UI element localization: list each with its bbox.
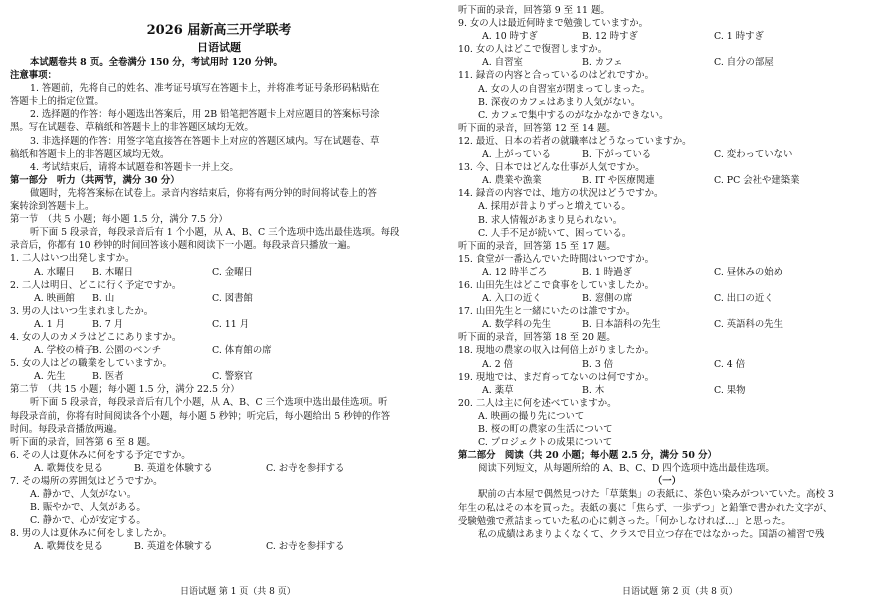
option-b: B. IT や医療関連 (582, 175, 655, 187)
option-a: A. 先生 (34, 371, 66, 383)
question-6-options (10, 462, 428, 475)
question-13-options (458, 174, 870, 187)
section1-desc: 听下面 5 段录音，每段录音后有 1 个小题，从 A、B、C 三个选项中选出最佳选项。每段 (30, 227, 400, 239)
question-14: 14. 録音の内容では、地方の状況はどうですか。 (458, 188, 664, 200)
option-b: B. 木 (582, 384, 605, 396)
option-a: A. 学校の椅子 (34, 345, 94, 357)
question-10-options (458, 56, 870, 69)
part2-heading: 第二部分 阅读（共 20 小题；每小题 2.5 分，满分 50 分） (458, 450, 717, 462)
option-c: C. お寺を参拝する (266, 462, 345, 474)
option-c: C. 変わっていない (714, 149, 793, 161)
option-a: A. 歌舞伎を見る (34, 462, 103, 474)
exam-info: 本试题卷共 8 页。全卷满分 150 分，考试用时 120 分钟。 (30, 57, 283, 68)
question-13: 13. 今、日本ではどんな仕事が人気ですか。 (458, 162, 645, 174)
option-a: A. 10 時すぎ (482, 31, 538, 43)
part1-heading: 第一部分 听力（共两节，满分 30 分） (10, 174, 180, 186)
question-5-options (10, 370, 428, 383)
part1-desc: 案转涂到答题卡上。 (10, 201, 95, 213)
page-footer-2: 日语试题 第 2 页（共 8 页） (622, 587, 738, 597)
option-c: C. 自分の部屋 (714, 57, 774, 69)
question-16-options (458, 292, 870, 305)
option-a: A. 薬草 (482, 384, 514, 396)
group-instruction: 听下面的录音，回答第 12 至 14 题。 (458, 122, 616, 134)
question-18: 18. 現地の農家の収入は何倍上がりましたか。 (458, 345, 655, 357)
question-17: 17. 山田先生と一緒にいたのは誰ですか。 (458, 306, 636, 318)
question-11: 11. 録音の内容と合っているのはどれですか。 (458, 70, 655, 82)
option-b: B. 下がっている (582, 149, 652, 161)
option-a: A. 静かで、人気がない。 (30, 489, 137, 501)
option-a: A. 自習室 (482, 57, 523, 69)
option-c: C. 静かで、心が安定する。 (30, 515, 146, 527)
option-c: C. 英語科の先生 (714, 319, 784, 331)
notice-line: 4. 考试结束后，请将本试题卷和答题卡一并上交。 (30, 161, 239, 173)
notice-line: 黑。写在试题卷、草稿纸和答题卡上的非答题区域均无效。 (10, 122, 254, 134)
page-footer-1: 日语试题 第 1 页（共 8 页） (180, 587, 296, 597)
option-a: A. 採用が昔よりずっと増えている。 (478, 201, 631, 213)
option-a: A. 12 時半ごろ (482, 266, 548, 278)
notice-heading: 注意事项： (10, 70, 57, 82)
option-b: B. 7 月 (92, 318, 124, 330)
option-b: B. 1 時過ぎ (582, 266, 632, 278)
question-12: 12. 最近、日本の若者の就職率はどうなっていますか。 (458, 135, 692, 147)
section1-heading: 第一节 （共 5 小题；每小题 1.5 分，满分 7.5 分） (10, 214, 228, 226)
question-15: 15. 食堂が一番込んでいた時間はいつですか。 (458, 253, 655, 265)
notice-line: 1. 答题前，先将自己的姓名、准考证号填写在答题卡上，并将准考证号条形码粘贴在 (30, 83, 380, 95)
passage-number: （一） (652, 476, 682, 488)
notice-line: 3. 非选择题的作答：用签字笔直接答在答题卡上对应的答题区域内。写在试题卷、草 (30, 135, 380, 147)
option-a: A. 歌舞伎を見る (34, 541, 103, 553)
option-a: A. 映画館 (34, 292, 75, 304)
section2-heading: 第二节 （共 15 小题；每小题 1.5 分，满分 22.5 分） (10, 384, 240, 396)
question-8: 8. 男の人は夏休みに何をしましたか。 (10, 528, 172, 540)
question-4-options (10, 344, 428, 357)
passage-line: 年生の私はその本を買った。表紙の裏に「焦らず、一歩ずつ」と鉛筆で書かれた文字が、 (458, 502, 833, 514)
option-c: C. プロジェクトの成果について (478, 437, 613, 449)
question-9-options (458, 30, 870, 43)
question-17-options (458, 318, 870, 331)
group-instruction: 听下面的录音，回答第 9 至 11 题。 (458, 5, 610, 16)
question-20: 20. 二人は主に何を述べていますか。 (458, 397, 617, 409)
option-b: B. 医者 (92, 371, 124, 383)
section1-desc: 录音后，你都有 10 秒钟的时间回答该小题和阅读下一小题。每段录音只播放一遍。 (10, 240, 357, 252)
part2-desc: 阅读下列短文，从每题所给的 A、B、C、D 四个选项中选出最佳选项。 (478, 463, 775, 475)
section2-desc: 时间。每段录音播放两遍。 (10, 423, 123, 435)
option-c: C. 昼休みの始め (714, 266, 784, 278)
option-a: A. 上がっている (482, 149, 551, 161)
option-a: A. 2 倍 (482, 358, 514, 370)
group-instruction: 听下面的录音，回答第 6 至 8 题。 (10, 436, 156, 448)
passage-line: 受験勉強で煮詰まっていた私の心に刺さった。「何かしなければ…」と思った。 (458, 515, 791, 527)
question-3-options (10, 318, 428, 331)
option-b: B. 山 (92, 292, 115, 304)
option-b: B. 12 時すぎ (582, 31, 638, 43)
question-4: 4. 女の人のカメラはどこにありますか。 (10, 331, 182, 343)
question-10: 10. 女の人はどこで復習しますか。 (458, 44, 608, 56)
option-c: C. 図書館 (212, 292, 253, 304)
option-b: B. 3 倍 (582, 358, 614, 370)
question-19: 19. 現地では、まだ育ってないのは何ですか。 (458, 371, 655, 383)
option-c: C. 出口の近く (714, 293, 774, 305)
section2-desc: 听下面 5 段录音，每段录音后有几个小题，从 A、B、C 三个选项中选出最佳选项。听 (30, 397, 388, 409)
option-c: C. 体育館の席 (212, 345, 272, 357)
question-15-options (458, 266, 870, 279)
option-b: B. 賑やかで、人気がある。 (30, 502, 146, 514)
question-16: 16. 山田先生はどこで食事をしていましたか。 (458, 279, 655, 291)
question-8-options (10, 540, 428, 553)
question-19-options (458, 384, 870, 397)
section2-desc: 每段录音前，你将有时间阅读各个小题，每小题 5 秒钟；听完后，每小题给出 5 秒钟的作答 (10, 410, 391, 422)
part1-desc: 做题时，先将答案标在试卷上。录音内容结束后，你将有两分钟的时间将试卷上的答 (30, 187, 377, 199)
option-a: A. 女の人の自習室が閉まってしまった。 (478, 83, 651, 95)
question-5: 5. 女の人はどの職業をしていますか。 (10, 358, 172, 370)
exam-title: 2026 届新高三开学联考 (146, 23, 292, 38)
option-b: B. 日本語科の先生 (582, 319, 661, 331)
option-c: C. 警察官 (212, 371, 253, 383)
option-c: C. お寺を参拝する (266, 541, 345, 553)
option-b: B. 英道を体験する (134, 462, 213, 474)
option-a: A. 水曜日 (34, 266, 75, 278)
option-a: A. 1 月 (34, 318, 66, 330)
question-3: 3. 男の人はいつ生まれましたか。 (10, 305, 154, 317)
question-9: 9. 女の人は最近何時まで勉強していますか。 (458, 18, 649, 30)
option-b: B. 英道を体験する (134, 541, 213, 553)
option-a: A. 映画の撮り先について (478, 410, 585, 422)
option-a: A. 農業や漁業 (482, 175, 542, 187)
question-6: 6. その人は夏休みに何をする予定ですか。 (10, 449, 191, 461)
question-18-options (458, 358, 870, 371)
question-1: 1. 二人はいつ出発しますか。 (10, 253, 135, 265)
question-1-options (10, 266, 428, 279)
question-2: 2. 二人は明日、どこに行く予定ですか。 (10, 279, 182, 291)
left-column (10, 22, 428, 554)
question-2-options (10, 292, 428, 305)
question-12-options (458, 148, 870, 161)
right-column (458, 4, 870, 541)
option-c: C. PC 会社や建築業 (714, 175, 800, 187)
option-c: C. 果物 (714, 384, 746, 396)
exam-subtitle: 日语试题 (197, 41, 241, 54)
group-instruction: 听下面的录音，回答第 18 至 20 题。 (458, 332, 616, 344)
option-c: C. 金曜日 (212, 266, 253, 278)
option-b: B. 桜の町の農家の生活について (478, 424, 613, 435)
option-a: A. 入口の近く (482, 293, 542, 305)
question-7: 7. その場所の雰囲気はどうですか。 (10, 476, 163, 487)
option-a: A. 数学科の先生 (482, 319, 551, 331)
option-b: B. 木曜日 (92, 266, 133, 278)
option-c: C. カフェで集中するのがなかなかできない。 (478, 109, 669, 121)
option-b: B. 深夜のカフェはあまり人気がない。 (478, 96, 641, 108)
option-b: B. 公園のベンチ (92, 345, 162, 357)
option-c: C. 11 月 (212, 318, 250, 330)
option-c: C. 1 時すぎ (714, 31, 764, 43)
notice-line: 2. 选择题的作答：每小题选出答案后，用 2B 铅笔把答题卡上对应题目的答案标号涂 (30, 109, 380, 121)
passage-line: 私の成績はあまりよくなくて、クラスで目立つ存在ではなかった。国語の補習で残 (478, 528, 825, 540)
option-b: B. 窓側の席 (582, 293, 633, 305)
option-c: C. 人手不足が続いて、困っている。 (478, 227, 632, 239)
notice-line: 稿纸和答题卡上的非答题区域均无效。 (10, 148, 170, 160)
option-c: C. 4 倍 (714, 358, 746, 370)
notice-line: 答题卡上的指定位置。 (10, 96, 104, 108)
passage-line: 駅前の古本屋で偶然見つけた「草葉集」の表紙に、茶色い染みがついていた。高校 3 (478, 489, 834, 501)
group-instruction: 听下面的录音，回答第 15 至 17 题。 (458, 240, 616, 252)
option-b: B. 求人情報があまり見られない。 (478, 214, 623, 226)
option-b: B. カフェ (582, 57, 623, 69)
